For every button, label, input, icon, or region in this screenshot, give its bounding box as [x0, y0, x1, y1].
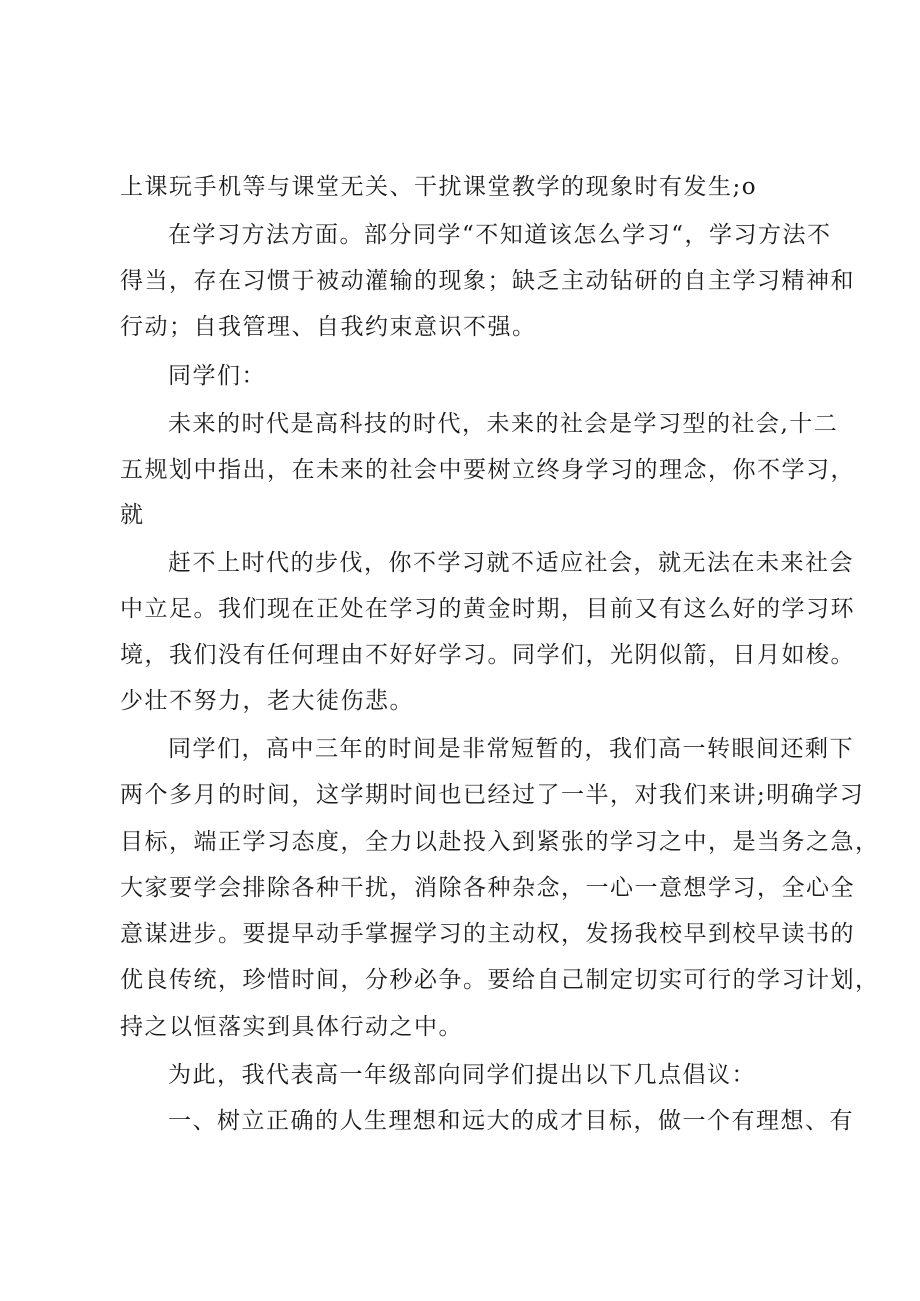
paragraph-start-line: 同学们，高中三年的时间是非常短暂的，我们高一转眼间还剩下 [168, 736, 854, 762]
text-line: 持之以恒落实到具体行动之中。 [120, 1014, 463, 1040]
text-line: 五规划中指出，在未来的社会中要树立终身学习的理念，你不学习， [120, 457, 855, 483]
text-line: 优良传统，珍惜时间，分秒必争。要给自己制定切实可行的学习计划， [120, 967, 880, 993]
text-line: 行动；自我管理、自我约束意识不强。 [120, 314, 537, 340]
text-line: 两个多月的时间，这学期时间也已经过了一半，对我们来讲;明确学习 [120, 782, 865, 808]
text-line: 少壮不努力，老大徒伤悲。 [120, 688, 414, 714]
salutation-line: 同学们： [168, 363, 266, 389]
paragraph-start-line: 赶不上时代的步伐，你不学习就不适应社会，就无法在未来社会 [168, 550, 854, 576]
paragraph-start-line: 在学习方法方面。部分同学“不知道该怎么学习“，学习方法不 [168, 222, 832, 248]
paragraph-start-line: 一、树立正确的人生理想和远大的成才目标，做一个有理想、有 [168, 1108, 854, 1134]
text-line: 中立足。我们现在正处在学习的黄金时期，目前又有这么好的学习环 [120, 596, 855, 622]
text-line: 目标，端正学习态度，全力以赴投入到紧张的学习之中，是当务之急， [120, 829, 880, 855]
text-line: 上课玩手机等与课堂无关、干扰课堂教学的现象时有发生;o [120, 174, 758, 200]
text-line: 就 [120, 502, 145, 528]
text-line: 境，我们没有任何理由不好好学习。同学们，光阴似箭，日月如梭。 [120, 642, 855, 668]
paragraph-start-line: 未来的时代是高科技的时代，未来的社会是学习型的社会,十二 [168, 411, 839, 437]
text-line: 得当，存在习惯于被动灌输的现象；缺乏主动钻研的自主学习精神和 [120, 268, 855, 294]
text-line: 大家要学会排除各种干扰，消除各种杂念，一心一意想学习，全心全 [120, 875, 855, 901]
text-line: 意谋进步。要提早动手掌握学习的主动权，发扬我校早到校早读书的 [120, 921, 855, 947]
paragraph-start-line: 为此，我代表高一年级部向同学们提出以下几点倡议： [168, 1062, 756, 1088]
